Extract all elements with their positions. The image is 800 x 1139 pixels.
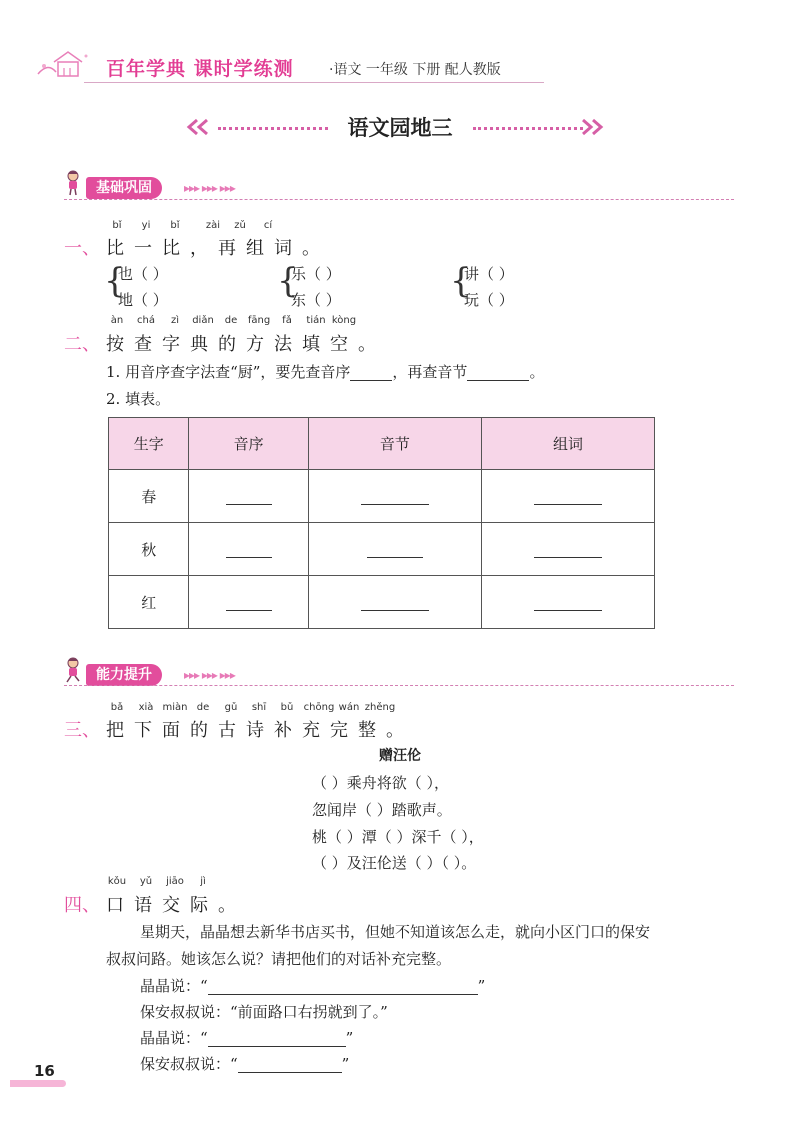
q4-number: 四、	[64, 895, 100, 916]
q1-pair1-bottom: 地（ ）	[118, 291, 168, 309]
table-char-cell: 红	[109, 576, 189, 629]
dialogue-line-1: 晶晶说：“ ”	[140, 977, 486, 995]
dictionary-table	[108, 417, 655, 629]
table-row	[109, 576, 655, 629]
q2-item1: 1. 用音序查字法查“厨”，要先查音序 ，再查音节 。	[106, 363, 545, 381]
dialogue-blank-1[interactable]	[208, 980, 478, 995]
dialogue-line-4: 保安叔叔说：“ ”	[140, 1055, 350, 1073]
girl-mascot-icon	[64, 657, 82, 683]
table-blank-cell[interactable]	[481, 470, 654, 523]
table-char-cell: 春	[109, 470, 189, 523]
dialogue-blank-4[interactable]	[238, 1058, 342, 1073]
poem-line-4: （ ）及汪伦送（ ）（ ）。	[312, 854, 477, 872]
q2-item2: 2. 填表。	[106, 390, 171, 408]
q3-title: 把下面的古诗补充完整。	[106, 720, 414, 741]
table-blank-cell[interactable]	[189, 523, 308, 576]
banner-arrows-icon: ▸▸▸ ▸▸▸ ▸▸▸	[184, 181, 235, 195]
table-row	[109, 470, 655, 523]
q2-pinyin: àn chá zì diǎn de fāng fǎ tián kòng	[110, 315, 357, 326]
brace-1: {	[104, 261, 126, 301]
section-basic-banner: 基础巩固	[86, 177, 162, 199]
dialogue-line-3: 晶晶说：“ ”	[140, 1029, 354, 1047]
table-char-cell: 秋	[109, 523, 189, 576]
q1-title: 比一比，再组词。	[106, 238, 330, 259]
book-info: ·语文 一年级 下册 配人教版	[329, 62, 501, 78]
q2-title: 按查字典的方法填空。	[106, 334, 386, 355]
table-header-cell: 音序	[189, 418, 308, 470]
table-blank-cell[interactable]	[481, 523, 654, 576]
section-divider	[64, 199, 734, 200]
brace-2: {	[277, 261, 299, 301]
section-divider	[64, 685, 734, 686]
q1-pair3-bottom: 玩（ ）	[464, 291, 514, 309]
footer-accent-bar	[10, 1080, 66, 1087]
table-blank-cell[interactable]	[189, 576, 308, 629]
title-dots-right	[473, 127, 583, 130]
q1-pair2-bottom: 东（ ）	[291, 291, 341, 309]
q1-pinyin: bǐ yi bǐ zài zǔ cí	[112, 220, 273, 231]
q1-pair3-top: 讲（ ）	[464, 265, 514, 283]
q1-number: 一、	[64, 238, 100, 259]
table-blank-cell[interactable]	[481, 576, 654, 629]
q4-paragraph-line2: 叔叔问路。她该怎么说？请把他们的对话补充完整。	[106, 950, 452, 968]
girl-mascot-icon	[64, 170, 82, 196]
q1-pair2-top: 乐（ ）	[291, 265, 341, 283]
table-header-cell: 音节	[308, 418, 481, 470]
lesson-title: 语文园地三	[347, 116, 453, 140]
table-header-row	[109, 418, 655, 470]
brace-3: {	[450, 261, 472, 301]
house-logo-icon	[34, 48, 94, 80]
q4-paragraph-line1: 星期天，晶晶想去新华书店买书，但她不知道该怎么走，就向小区门口的保安	[140, 923, 651, 941]
dialogue-line-2: 保安叔叔说：“前面路口右拐就到了。”	[140, 1003, 388, 1021]
double-chevron-right-icon	[577, 118, 605, 136]
table-blank-cell[interactable]	[189, 470, 308, 523]
table-header-cell: 组词	[481, 418, 654, 470]
section-ability-banner: 能力提升	[86, 664, 162, 686]
table-header-cell: 生字	[109, 418, 189, 470]
table-row	[109, 523, 655, 576]
table-blank-cell[interactable]	[308, 523, 481, 576]
q3-pinyin: bǎ xià miàn de gǔ shī bǔ chōng wán zhěng	[110, 702, 396, 713]
header-divider	[84, 82, 544, 83]
brand-title: 百年学典 课时学练测	[106, 58, 294, 80]
banner-arrows-icon: ▸▸▸ ▸▸▸ ▸▸▸	[184, 668, 235, 682]
blank-yinjie[interactable]	[467, 366, 529, 381]
table-blank-cell[interactable]	[308, 576, 481, 629]
q2-number: 二、	[64, 334, 100, 355]
q4-pinyin: kǒu yǔ jiāo jì	[107, 876, 206, 887]
q1-pair1-top: 也（ ）	[118, 265, 168, 283]
poem-title: 赠汪伦	[379, 748, 421, 764]
poem-line-1: （ ）乘舟将欲（ ），	[312, 774, 450, 792]
poem-line-3: 桃（ ）潭（ ）深千（ ），	[312, 828, 484, 846]
blank-yinxu[interactable]	[350, 366, 392, 381]
q3-number: 三、	[64, 720, 100, 741]
page-number: 16	[34, 1062, 55, 1080]
poem-line-2: 忽闻岸（ ）踏歌声。	[312, 801, 452, 819]
q4-title: 口语交际。	[106, 895, 246, 916]
table-blank-cell[interactable]	[308, 470, 481, 523]
dialogue-blank-3[interactable]	[208, 1032, 346, 1047]
